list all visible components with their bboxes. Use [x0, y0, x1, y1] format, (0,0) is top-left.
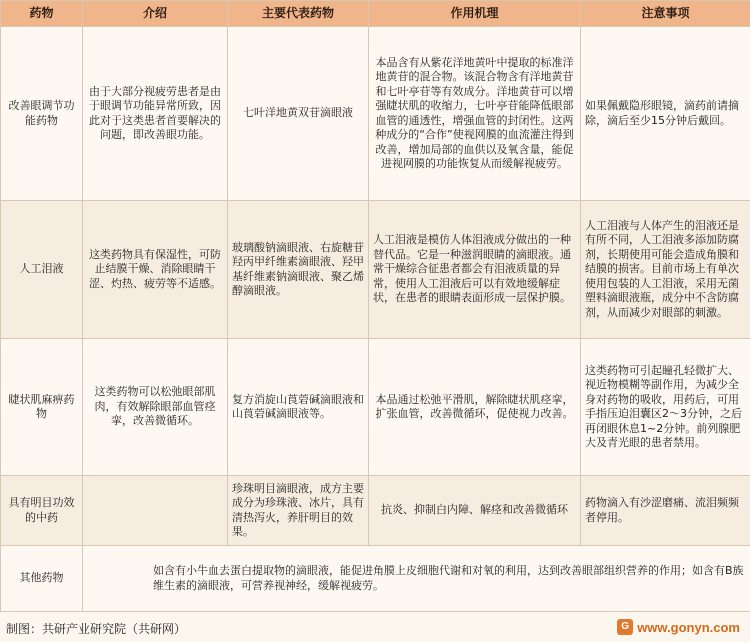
- header-mechanism: 作用机理: [369, 1, 581, 27]
- table-row: [1, 546, 750, 612]
- header-notes: 注意事项: [581, 1, 750, 27]
- row-mechanism: 抗炎、抑制白内障、解痉和改善微循环: [369, 476, 581, 546]
- table-header-row: [1, 1, 750, 27]
- row-category: 人工泪液: [1, 201, 83, 339]
- row-drugs: 七叶洋地黄双苷滴眼液: [228, 27, 369, 201]
- row-drugs: 玻璃酸钠滴眼液、右旋糖苷羟丙甲纤维素滴眼液、羟甲基纤维素钠滴眼液、聚乙烯醇滴眼液。: [228, 201, 369, 339]
- row-intro: 这类药物可以松弛眼部肌肉，有效解除眼部血管痉挛，改善微循环。: [83, 339, 228, 476]
- site-logo: [617, 619, 740, 635]
- source-credit: 制图：共研产业研究院（共研网）: [6, 620, 186, 637]
- header-representative-drugs: 主要代表药物: [228, 1, 369, 27]
- row-mechanism: 本品含有从紫花洋地黄叶中提取的标准洋地黄苷的混合物。该混合物含有洋地黄苷和七叶亭苷等有效成分。洋地黄苷可以增强睫状肌的收缩力，七叶亭苷能降低眼部血管的通透性，增强血管的封闭性。这两种成分的“合作”使视网膜的血流灌注得到改善，增加局部的血供以及氧含量，能促进视网膜的功能恢复从而缓解视疲劳。: [369, 27, 581, 201]
- row-drugs: 珍珠明目滴眼液，成方主要成分为珍珠液、冰片，具有清热泻火，养肝明目的效果。: [228, 476, 369, 546]
- header-drug: 药物: [1, 1, 83, 27]
- row-category: 睫状肌麻痹药物: [1, 339, 83, 476]
- row-mechanism: 人工泪液是模仿人体泪液成分做出的一种替代品。它是一种滋润眼睛的滴眼液。通常干燥综合征患者都会有泪液质量的异常，使用人工泪液后可以有效地缓解症状，在患者的眼睛表面形成一层保护膜。: [369, 201, 581, 339]
- row-merged-text: 如含有小牛血去蛋白提取物的滴眼液，能促进角膜上皮细胞代谢和对氧的利用，达到改善眼部组织营养的作用；如含有B族维生素的滴眼液，可营养视神经，缓解视疲劳。: [83, 546, 750, 612]
- row-mechanism: 本品通过松弛平滑肌，解除睫状肌痉挛，扩张血管，改善微循环，促使视力改善。: [369, 339, 581, 476]
- row-notes: 人工泪液与人体产生的泪液还是有所不同，人工泪液多添加防腐剂，长期使用可能会造成角膜和结膜的损害。目前市场上有单次使用包装的人工泪液，采用无菌塑料滴眼液瓶，成分中不含防腐剂，从而减少对眼部的刺激。: [581, 201, 750, 339]
- row-intro: 由于大部分视疲劳患者是由于眼调节功能异常所致，因此对于这类患者首要解决的问题，即改善眼功能。: [83, 27, 228, 201]
- row-category: 具有明目功效的中药: [1, 476, 83, 546]
- row-category: 改善眼调节功能药物: [1, 27, 83, 201]
- row-notes: 这类药物可引起瞳孔轻微扩大、视近物模糊等副作用，为减少全身对药物的吸收，用药后，可用手指压迫泪囊区2～3分钟，之后再闭眼休息1~2分钟。前列腺肥大及青光眼的患者禁用。: [581, 339, 750, 476]
- table-row: [1, 476, 750, 546]
- row-notes: 如果佩戴隐形眼镜，滴药前请摘除，滴后至少15分钟后戴回。: [581, 27, 750, 201]
- row-notes: 药物滴入有沙涩磨痛、流泪频频者停用。: [581, 476, 750, 546]
- row-intro: 这类药物具有保湿性，可防止结膜干燥、消除眼睛干涩、灼热、疲劳等不适感。: [83, 201, 228, 339]
- header-intro: 介绍: [83, 1, 228, 27]
- footer: [0, 611, 750, 642]
- row-intro: [83, 476, 228, 546]
- row-category: 其他药物: [1, 546, 83, 612]
- logo-text: www.gonyn.com: [637, 620, 740, 635]
- table-row: [1, 27, 750, 201]
- table-row: [1, 339, 750, 476]
- logo-icon: G: [617, 619, 633, 635]
- row-drugs: 复方消旋山莨菪碱滴眼液和山莨菪碱滴眼液等。: [228, 339, 369, 476]
- table-row: [1, 201, 750, 339]
